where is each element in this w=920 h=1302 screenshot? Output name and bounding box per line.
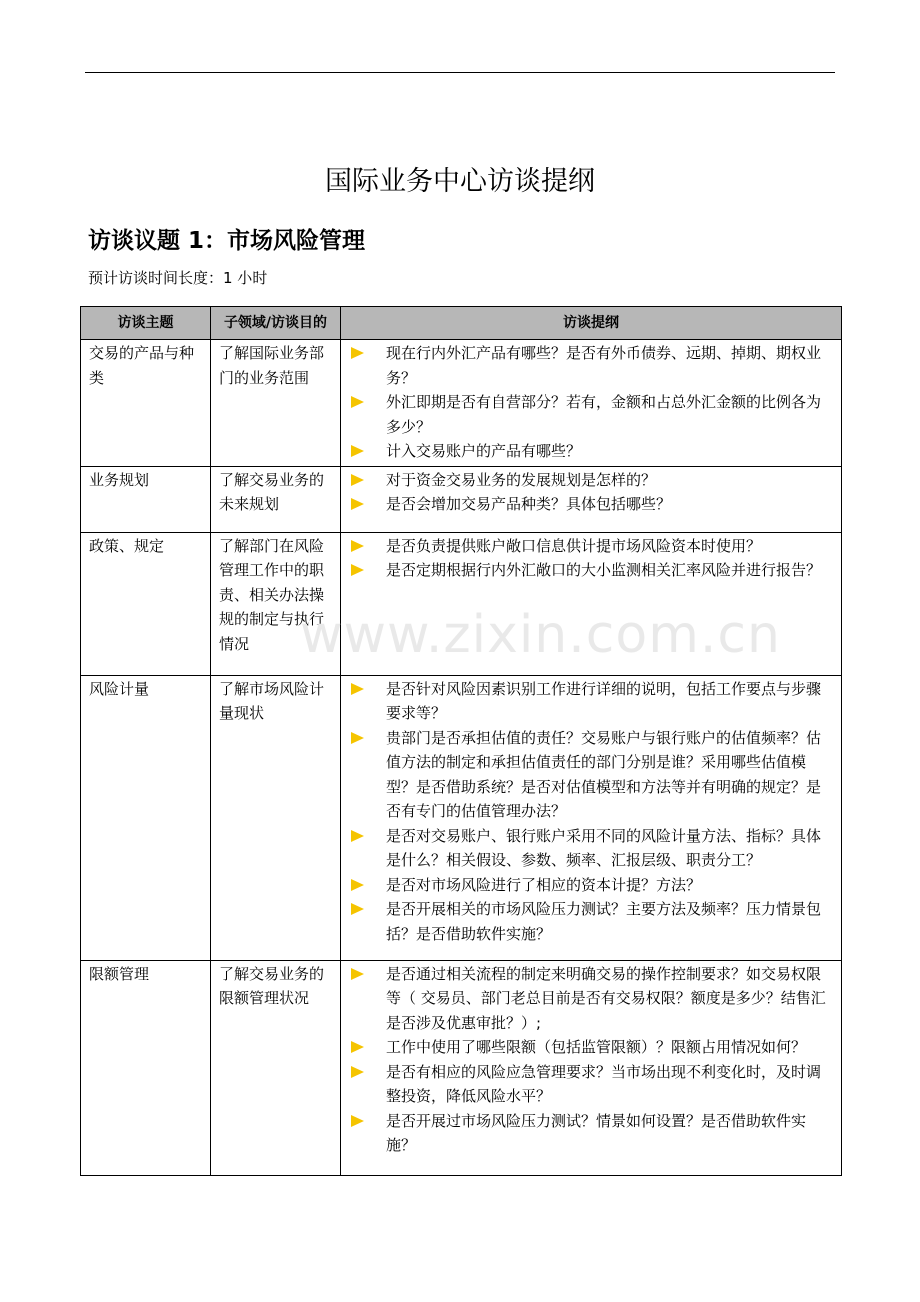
question-list <box>349 534 827 583</box>
question-text: 是否定期根据行内外汇敞口的大小监测相关汇率风险并进行报告？ <box>386 561 822 579</box>
question-list <box>349 341 827 464</box>
question-text: 是否开展相关的市场风险压力测试？主要方法及频率？压力情景包括？是否借助软件实施？ <box>386 900 822 943</box>
cell-purpose: 了解交易业务的限额管理状况 <box>211 960 341 1175</box>
question-item <box>349 558 827 583</box>
question-text: 是否对交易账户、银行账户采用不同的风险计量方法、指标？具体是什么？相关假设、参数、频率、汇报层级、职责分工？ <box>386 826 822 869</box>
triangle-bullet-icon <box>351 968 364 980</box>
header-rule <box>85 72 835 73</box>
cell-topic: 交易的产品与种类 <box>81 340 211 467</box>
question-item <box>349 726 827 824</box>
table-row <box>81 466 842 532</box>
table-body <box>81 340 842 1176</box>
cell-questions <box>341 675 842 960</box>
question-list <box>349 962 827 1158</box>
question-text: 是否通过相关流程的制定来明确交易的操作控制要求？如交易权限等（ 交易员、部门老总目前是否有交易权限？额度是多少？结售汇是否涉及优惠审批？）; <box>386 964 826 1032</box>
triangle-bullet-icon <box>351 1115 364 1127</box>
question-text: 现在行内外汇产品有哪些？是否有外币债券、远期、掉期、期权业务？ <box>386 344 822 387</box>
cell-purpose: 了解市场风险计量现状 <box>211 675 341 960</box>
table-row <box>81 340 842 467</box>
section-heading: 访谈议题 1：市场风险管理 <box>88 228 366 254</box>
question-text: 计入交易账户的产品有哪些？ <box>386 442 582 460</box>
triangle-bullet-icon <box>351 732 364 744</box>
triangle-bullet-icon <box>351 396 364 408</box>
question-item <box>349 439 827 464</box>
question-item <box>349 390 827 439</box>
question-item <box>349 1109 827 1158</box>
question-item <box>349 962 827 1036</box>
question-item <box>349 1060 827 1109</box>
triangle-bullet-icon <box>351 879 364 891</box>
cell-questions <box>341 340 842 467</box>
cell-purpose: 了解交易业务的未来规划 <box>211 466 341 532</box>
triangle-bullet-icon <box>351 1066 364 1078</box>
question-item <box>349 468 827 493</box>
question-item <box>349 897 827 946</box>
question-text: 是否有相应的风险应急管理要求？当市场出现不利变化时，及时调整投资，降低风险水平？ <box>386 1062 822 1105</box>
question-text: 是否负责提供账户敞口信息供计提市场风险资本时使用？ <box>386 536 762 555</box>
table-row <box>81 675 842 960</box>
cell-questions <box>341 532 842 675</box>
triangle-bullet-icon <box>351 347 364 359</box>
triangle-bullet-icon <box>351 540 364 552</box>
triangle-bullet-icon <box>351 498 364 510</box>
cell-questions <box>341 960 842 1175</box>
cell-topic: 限额管理 <box>81 960 211 1175</box>
triangle-bullet-icon <box>351 683 364 695</box>
question-item <box>349 341 827 390</box>
question-text: 是否对市场风险进行了相应的资本计提？方法？ <box>386 875 702 894</box>
header-outline: 访谈提纲 <box>341 307 842 340</box>
question-text: 是否针对风险因素识别工作进行详细的说明，包括工作要点与步骤要求等？ <box>386 679 822 722</box>
question-text: 工作中使用了哪些限额（包括监管限额）？限额占用情况如何？ <box>386 1038 807 1056</box>
question-item <box>349 873 827 898</box>
cell-questions <box>341 466 842 532</box>
question-item <box>349 677 827 726</box>
header-topic: 访谈主题 <box>81 307 211 340</box>
interview-outline-table <box>80 306 842 1176</box>
question-text: 对于资金交易业务的发展规划是怎样的？ <box>386 470 657 489</box>
table-row <box>81 532 842 675</box>
document-title: 国际业务中心访谈提纲 <box>325 166 595 197</box>
table-row <box>81 960 842 1175</box>
triangle-bullet-icon <box>351 564 364 576</box>
table-header-row <box>81 307 842 340</box>
cell-topic: 业务规划 <box>81 466 211 532</box>
triangle-bullet-icon <box>351 445 364 457</box>
header-purpose: 子领域/访谈目的 <box>211 307 341 340</box>
cell-topic: 风险计量 <box>81 675 211 960</box>
triangle-bullet-icon <box>351 830 364 842</box>
question-item <box>349 824 827 873</box>
question-item <box>349 1035 827 1060</box>
question-text: 贵部门是否承担估值的责任？交易账户与银行账户的估值频率？估值方法的制定和承担估值责任的部门分别是谁？采用哪些估值模型？是否借助系统？是否对估值模型和方法等并有明确的规定？是否有专门的估值管理办法？ <box>386 728 822 820</box>
triangle-bullet-icon <box>351 474 364 486</box>
interview-duration: 预计访谈时间长度：1 小时 <box>88 269 268 287</box>
question-text: 外汇即期是否有自营部分？若有，金额和占总外汇金额的比例各为多少？ <box>386 393 822 436</box>
question-item <box>349 534 827 559</box>
watermark: www.zixin.com.cn <box>300 605 781 665</box>
question-text: 是否会增加交易产品种类？具体包括哪些？ <box>386 495 672 513</box>
triangle-bullet-icon <box>351 1041 364 1053</box>
question-list <box>349 677 827 947</box>
cell-topic: 政策、规定 <box>81 532 211 675</box>
question-item <box>349 492 827 517</box>
cell-purpose: 了解部门在风险管理工作中的职责、相关办法操规的制定与执行情况 <box>211 532 341 675</box>
question-list <box>349 468 827 517</box>
triangle-bullet-icon <box>351 903 364 915</box>
question-text: 是否开展过市场风险压力测试？情景如何设置？是否借助软件实施？ <box>386 1111 807 1154</box>
cell-purpose: 了解国际业务部门的业务范围 <box>211 340 341 467</box>
